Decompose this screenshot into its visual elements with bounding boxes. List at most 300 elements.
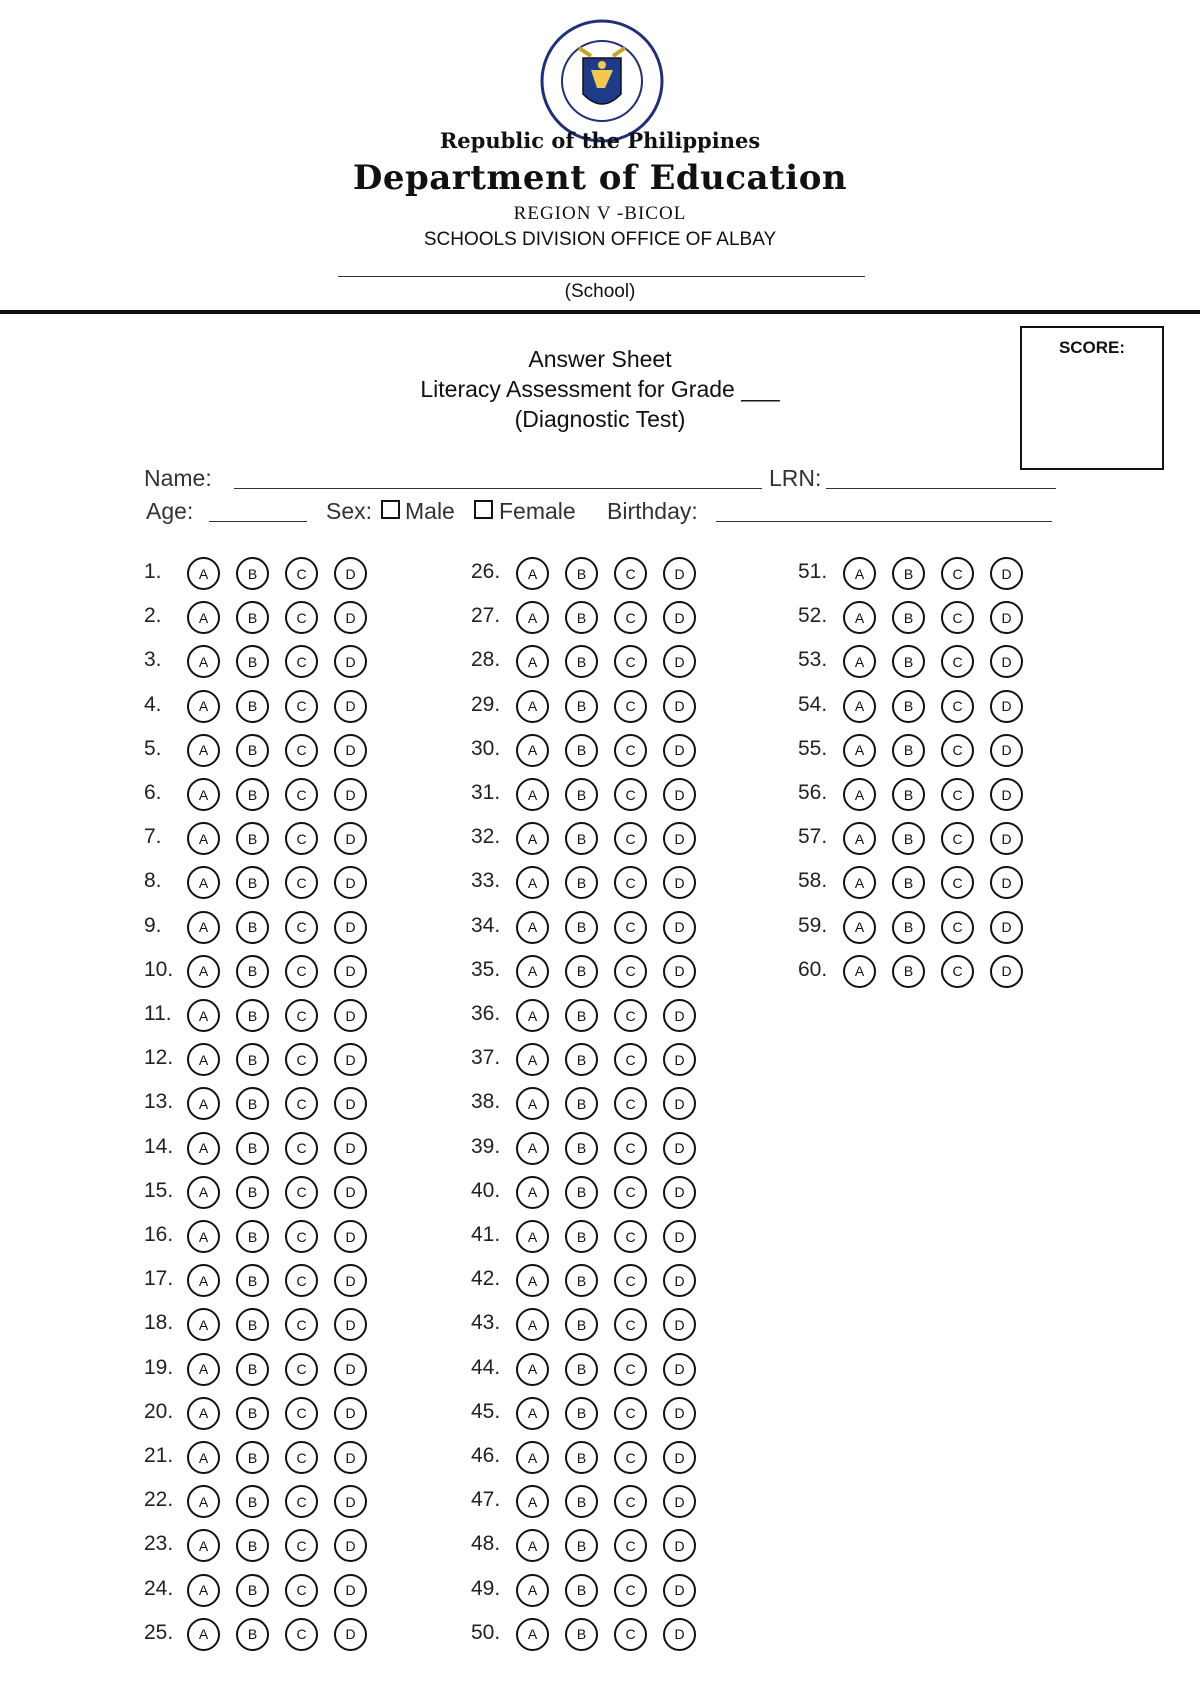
answer-bubble-c[interactable]: C <box>614 690 647 723</box>
answer-bubble-a[interactable]: A <box>187 1441 220 1474</box>
item-number: 5. <box>144 736 162 760</box>
answer-bubble-c[interactable]: C <box>614 1574 647 1607</box>
answer-bubble-c[interactable]: C <box>614 999 647 1032</box>
answer-bubble-c[interactable]: C <box>941 601 974 634</box>
answer-bubble-c[interactable]: C <box>285 734 318 767</box>
answer-bubble-b[interactable]: B <box>236 1220 269 1253</box>
answer-bubble-c[interactable]: C <box>614 1485 647 1518</box>
answer-bubble-d[interactable]: D <box>663 866 696 899</box>
answer-bubble-d[interactable]: D <box>334 955 367 988</box>
answer-bubble-c[interactable]: C <box>614 1132 647 1165</box>
answer-bubble-b[interactable]: B <box>236 734 269 767</box>
answer-bubble-d[interactable]: D <box>334 1043 367 1076</box>
answer-bubble-b[interactable]: B <box>236 1087 269 1120</box>
lrn-label: LRN: <box>769 465 822 491</box>
item-number: 10. <box>144 957 174 981</box>
answer-bubble-b[interactable]: B <box>236 1397 269 1430</box>
answer-bubble-d[interactable]: D <box>663 1574 696 1607</box>
answer-bubble-a[interactable]: A <box>843 690 876 723</box>
answer-bubble-c[interactable]: C <box>614 778 647 811</box>
answer-bubble-a[interactable]: A <box>516 690 549 723</box>
answer-bubble-c[interactable]: C <box>614 1176 647 1209</box>
answer-bubble-c[interactable]: C <box>285 999 318 1032</box>
answer-bubble-d[interactable]: D <box>663 1308 696 1341</box>
answer-bubble-a[interactable]: A <box>187 1618 220 1651</box>
item-number: 60. <box>798 957 828 981</box>
answer-bubble-a[interactable]: A <box>516 601 549 634</box>
answer-bubble-a[interactable]: A <box>516 1264 549 1297</box>
item-number: 50. <box>471 1620 501 1644</box>
answer-bubble-b[interactable]: B <box>892 955 925 988</box>
female-checkbox[interactable] <box>474 500 493 519</box>
answer-bubble-d[interactable]: D <box>334 1087 367 1120</box>
answer-bubble-b[interactable]: B <box>565 1264 598 1297</box>
item-number: 55. <box>798 736 828 760</box>
male-checkbox[interactable] <box>381 500 400 519</box>
answer-bubble-c[interactable]: C <box>614 645 647 678</box>
answer-bubble-d[interactable]: D <box>663 822 696 855</box>
answer-bubble-d[interactable]: D <box>663 1529 696 1562</box>
answer-bubble-d[interactable]: D <box>334 778 367 811</box>
answer-bubble-d[interactable]: D <box>334 1485 367 1518</box>
answer-bubble-a[interactable]: A <box>516 1308 549 1341</box>
answer-bubble-d[interactable]: D <box>663 1220 696 1253</box>
answer-bubble-d[interactable]: D <box>334 1353 367 1386</box>
answer-bubble-a[interactable]: A <box>516 1529 549 1562</box>
answer-bubble-c[interactable]: C <box>614 955 647 988</box>
answer-bubble-a[interactable]: A <box>843 955 876 988</box>
answer-bubble-a[interactable]: A <box>516 1353 549 1386</box>
answer-bubble-b[interactable]: B <box>892 911 925 944</box>
assessment-title: Literacy Assessment for Grade ___ <box>420 376 780 402</box>
item-number: 46. <box>471 1444 501 1467</box>
item-number: 23. <box>144 1532 174 1556</box>
item-number: 56. <box>798 781 828 804</box>
answer-bubble-d[interactable]: D <box>334 822 367 855</box>
answer-bubble-d[interactable]: D <box>334 911 367 944</box>
item-number: 32. <box>471 825 501 849</box>
answer-bubble-d[interactable]: D <box>990 866 1023 899</box>
birthday-field[interactable] <box>716 496 1052 522</box>
answer-bubble-b[interactable]: B <box>565 1529 598 1562</box>
answer-bubble-c[interactable]: C <box>614 601 647 634</box>
answer-bubble-a[interactable]: A <box>516 866 549 899</box>
answer-bubble-b[interactable]: B <box>236 1574 269 1607</box>
answer-bubble-a[interactable]: A <box>516 1441 549 1474</box>
test-type-title: (Diagnostic Test) <box>514 406 686 432</box>
item-number: 37. <box>471 1046 501 1070</box>
answer-bubble-b[interactable]: B <box>236 1308 269 1341</box>
answer-bubble-c[interactable]: C <box>285 1220 318 1253</box>
answer-bubble-a[interactable]: A <box>187 1529 220 1562</box>
item-number: 49. <box>471 1576 501 1600</box>
answer-bubble-b[interactable]: B <box>236 601 269 634</box>
answer-bubble-d[interactable]: D <box>990 601 1023 634</box>
answer-bubble-c[interactable]: C <box>941 778 974 811</box>
answer-bubble-b[interactable]: B <box>236 645 269 678</box>
answer-bubble-d[interactable]: D <box>663 1176 696 1209</box>
answer-bubble-b[interactable]: B <box>565 866 598 899</box>
answer-bubble-d[interactable]: D <box>990 690 1023 723</box>
answer-bubble-a[interactable]: A <box>843 601 876 634</box>
answer-bubble-d[interactable]: D <box>990 955 1023 988</box>
item-number: 20. <box>144 1399 174 1423</box>
answer-bubble-a[interactable]: A <box>516 778 549 811</box>
answer-bubble-d[interactable]: D <box>334 1308 367 1341</box>
answer-bubble-a[interactable]: A <box>516 1574 549 1607</box>
answer-bubble-d[interactable]: D <box>663 690 696 723</box>
answer-bubble-c[interactable]: C <box>614 1397 647 1430</box>
answer-bubble-b[interactable]: B <box>565 911 598 944</box>
answer-bubble-a[interactable]: A <box>187 1485 220 1518</box>
item-number: 25. <box>144 1620 174 1644</box>
answer-bubble-d[interactable]: D <box>334 557 367 590</box>
item-number: 18. <box>144 1311 174 1335</box>
answer-bubble-b[interactable]: B <box>565 1485 598 1518</box>
answer-bubble-b[interactable]: B <box>236 778 269 811</box>
answer-bubble-c[interactable]: C <box>285 1264 318 1297</box>
answer-bubble-a[interactable]: A <box>843 778 876 811</box>
answer-bubble-c[interactable]: C <box>285 645 318 678</box>
answer-bubble-c[interactable]: C <box>941 645 974 678</box>
answer-bubble-c[interactable]: C <box>285 955 318 988</box>
answer-bubble-a[interactable]: A <box>187 1397 220 1430</box>
answer-bubble-c[interactable]: C <box>285 557 318 590</box>
answer-bubble-c[interactable]: C <box>285 866 318 899</box>
answer-bubble-b[interactable]: B <box>565 1574 598 1607</box>
item-number: 53. <box>798 648 828 672</box>
answer-bubble-c[interactable]: C <box>285 822 318 855</box>
item-number: 45. <box>471 1399 501 1423</box>
answer-bubble-a[interactable]: A <box>187 1308 220 1341</box>
header-divider <box>0 310 1200 314</box>
answer-bubble-a[interactable]: A <box>516 999 549 1032</box>
answer-bubble-d[interactable]: D <box>663 1485 696 1518</box>
answer-bubble-a[interactable]: A <box>516 1176 549 1209</box>
item-number: 38. <box>471 1090 501 1114</box>
answer-bubble-d[interactable]: D <box>334 999 367 1032</box>
answer-bubble-d[interactable]: D <box>334 1441 367 1474</box>
answer-bubble-a[interactable]: A <box>187 734 220 767</box>
answer-bubble-b[interactable]: B <box>565 645 598 678</box>
item-number: 8. <box>144 869 162 893</box>
answer-bubble-c[interactable]: C <box>285 1397 318 1430</box>
answer-bubble-c[interactable]: C <box>285 1132 318 1165</box>
answer-bubble-b[interactable]: B <box>565 690 598 723</box>
answer-bubble-c[interactable]: C <box>941 734 974 767</box>
answer-bubble-c[interactable]: C <box>285 1176 318 1209</box>
answer-bubble-a[interactable]: A <box>187 866 220 899</box>
answer-bubble-d[interactable]: D <box>663 999 696 1032</box>
item-number: 34. <box>471 913 501 937</box>
age-label: Age: <box>146 498 194 524</box>
item-number: 1. <box>144 560 162 583</box>
answer-bubble-a[interactable]: A <box>516 1485 549 1518</box>
answer-bubble-b[interactable]: B <box>236 866 269 899</box>
answer-bubble-d[interactable]: D <box>990 822 1023 855</box>
answer-bubble-b[interactable]: B <box>236 557 269 590</box>
item-number: 24. <box>144 1576 174 1600</box>
answer-bubble-a[interactable]: A <box>187 1264 220 1297</box>
answer-bubble-c[interactable]: C <box>941 866 974 899</box>
item-number: 22. <box>144 1488 174 1512</box>
answer-bubble-a[interactable]: A <box>187 557 220 590</box>
answer-bubble-c[interactable]: C <box>614 1264 647 1297</box>
answer-bubble-c[interactable]: C <box>285 690 318 723</box>
answer-bubble-d[interactable]: D <box>663 601 696 634</box>
answer-bubble-b[interactable]: B <box>565 1043 598 1076</box>
answer-bubble-d[interactable]: D <box>334 1574 367 1607</box>
answer-bubble-a[interactable]: A <box>516 1132 549 1165</box>
answer-bubble-b[interactable]: B <box>236 911 269 944</box>
answer-bubble-a[interactable]: A <box>843 911 876 944</box>
answer-bubble-b[interactable]: B <box>892 645 925 678</box>
republic-title: Republic of the Philippines <box>439 128 761 153</box>
answer-bubble-c[interactable]: C <box>614 1353 647 1386</box>
answer-bubble-a[interactable]: A <box>843 822 876 855</box>
answer-bubble-b[interactable]: B <box>565 1087 598 1120</box>
answer-bubble-d[interactable]: D <box>663 911 696 944</box>
answer-bubble-a[interactable]: A <box>516 1618 549 1651</box>
answer-bubble-c[interactable]: C <box>285 1618 318 1651</box>
answer-bubble-a[interactable]: A <box>516 911 549 944</box>
answer-bubble-d[interactable]: D <box>334 1220 367 1253</box>
answer-bubble-a[interactable]: A <box>187 645 220 678</box>
answer-bubble-a[interactable]: A <box>516 734 549 767</box>
answer-bubble-d[interactable]: D <box>990 734 1023 767</box>
deped-seal-logo <box>539 18 665 144</box>
item-number: 36. <box>471 1002 501 1025</box>
answer-bubble-b[interactable]: B <box>236 1176 269 1209</box>
answer-bubble-c[interactable]: C <box>614 557 647 590</box>
answer-bubble-d[interactable]: D <box>663 1441 696 1474</box>
answer-bubble-b[interactable]: B <box>236 822 269 855</box>
item-number: 4. <box>144 692 162 716</box>
answer-bubble-b[interactable]: B <box>892 690 925 723</box>
item-number: 28. <box>471 648 501 672</box>
answer-bubble-a[interactable]: A <box>843 645 876 678</box>
answer-bubble-b[interactable]: B <box>565 1220 598 1253</box>
item-number: 21. <box>144 1444 174 1467</box>
answer-bubble-d[interactable]: D <box>990 557 1023 590</box>
answer-bubble-d[interactable]: D <box>663 1353 696 1386</box>
answer-bubble-c[interactable]: C <box>941 955 974 988</box>
answer-bubble-b[interactable]: B <box>565 1176 598 1209</box>
answer-bubble-c[interactable]: C <box>614 1220 647 1253</box>
item-number: 11. <box>144 1002 172 1025</box>
answer-bubble-a[interactable]: A <box>516 822 549 855</box>
name-field[interactable] <box>234 463 762 489</box>
answer-bubble-c[interactable]: C <box>285 1529 318 1562</box>
answer-bubble-c[interactable]: C <box>941 911 974 944</box>
answer-bubble-b[interactable]: B <box>236 690 269 723</box>
item-number: 27. <box>471 604 501 628</box>
answer-bubble-a[interactable]: A <box>187 1043 220 1076</box>
answer-bubble-c[interactable]: C <box>614 1441 647 1474</box>
score-label: SCORE: <box>1058 338 1126 357</box>
answer-bubble-b[interactable]: B <box>565 1618 598 1651</box>
item-number: 12. <box>144 1046 174 1070</box>
answer-bubble-c[interactable]: C <box>285 1308 318 1341</box>
item-number: 14. <box>144 1134 174 1158</box>
answer-bubble-d[interactable]: D <box>334 690 367 723</box>
answer-bubble-a[interactable]: A <box>187 1087 220 1120</box>
item-number: 42. <box>471 1267 501 1291</box>
item-number: 43. <box>471 1311 501 1335</box>
item-number: 39. <box>471 1134 501 1158</box>
answer-bubble-c[interactable]: C <box>614 1043 647 1076</box>
answer-bubble-c[interactable]: C <box>941 822 974 855</box>
item-number: 29. <box>471 692 501 716</box>
birthday-label: Birthday: <box>607 498 698 524</box>
answer-bubble-a[interactable]: A <box>187 1176 220 1209</box>
answer-bubble-c[interactable]: C <box>285 1043 318 1076</box>
answer-bubble-a[interactable]: A <box>516 557 549 590</box>
answer-bubble-b[interactable]: B <box>892 601 925 634</box>
answer-bubble-a[interactable]: A <box>843 734 876 767</box>
region-title: REGION V -BICOL <box>513 203 687 224</box>
answer-bubble-d[interactable]: D <box>663 645 696 678</box>
answer-bubble-b[interactable]: B <box>236 1353 269 1386</box>
answer-bubble-d[interactable]: D <box>334 1397 367 1430</box>
answer-bubble-d[interactable]: D <box>334 734 367 767</box>
answer-bubble-d[interactable]: D <box>990 778 1023 811</box>
answer-bubble-d[interactable]: D <box>663 1618 696 1651</box>
answer-bubble-a[interactable]: A <box>516 645 549 678</box>
answer-bubble-a[interactable]: A <box>187 999 220 1032</box>
item-number: 59. <box>798 913 828 937</box>
answer-bubble-b[interactable]: B <box>236 955 269 988</box>
answer-bubble-b[interactable]: B <box>565 557 598 590</box>
answer-bubble-b[interactable]: B <box>565 778 598 811</box>
answer-bubble-d[interactable]: D <box>334 645 367 678</box>
answer-bubble-c[interactable]: C <box>285 1353 318 1386</box>
answer-bubble-b[interactable]: B <box>892 822 925 855</box>
item-number: 6. <box>144 781 162 804</box>
answer-bubble-b[interactable]: B <box>892 866 925 899</box>
answer-bubble-a[interactable]: A <box>187 601 220 634</box>
school-name-line[interactable] <box>338 276 865 277</box>
item-number: 52. <box>798 604 828 628</box>
answer-bubble-d[interactable]: D <box>334 1132 367 1165</box>
answer-bubble-b[interactable]: B <box>565 999 598 1032</box>
answer-bubble-c[interactable]: C <box>614 1308 647 1341</box>
answer-bubble-c[interactable]: C <box>285 911 318 944</box>
answer-bubble-d[interactable]: D <box>334 866 367 899</box>
answer-bubble-b[interactable]: B <box>236 1043 269 1076</box>
answer-bubble-c[interactable]: C <box>285 1441 318 1474</box>
answer-bubble-b[interactable]: B <box>565 1308 598 1341</box>
answer-bubble-b[interactable]: B <box>565 734 598 767</box>
answer-bubble-a[interactable]: A <box>187 955 220 988</box>
answer-bubble-b[interactable]: B <box>236 1264 269 1297</box>
answer-bubble-b[interactable]: B <box>236 1618 269 1651</box>
answer-bubble-c[interactable]: C <box>614 1618 647 1651</box>
answer-bubble-a[interactable]: A <box>187 911 220 944</box>
answer-bubble-a[interactable]: A <box>516 1220 549 1253</box>
answer-bubble-b[interactable]: B <box>236 1485 269 1518</box>
lrn-field[interactable] <box>826 463 1056 489</box>
age-field[interactable] <box>209 496 307 522</box>
answer-bubble-a[interactable]: A <box>516 1087 549 1120</box>
answer-bubble-a[interactable]: A <box>187 1132 220 1165</box>
answer-bubble-a[interactable]: A <box>187 1574 220 1607</box>
answer-bubble-c[interactable]: C <box>285 601 318 634</box>
answer-bubble-b[interactable]: B <box>565 1353 598 1386</box>
answer-bubble-c[interactable]: C <box>614 866 647 899</box>
answer-bubble-d[interactable]: D <box>990 911 1023 944</box>
answer-bubble-d[interactable]: D <box>663 778 696 811</box>
item-number: 15. <box>144 1178 174 1202</box>
answer-bubble-b[interactable]: B <box>236 1441 269 1474</box>
answer-bubble-a[interactable]: A <box>843 866 876 899</box>
answer-bubble-c[interactable]: C <box>614 911 647 944</box>
answer-bubble-a[interactable]: A <box>187 822 220 855</box>
answer-bubble-b[interactable]: B <box>565 822 598 855</box>
answer-bubble-c[interactable]: C <box>614 1529 647 1562</box>
answer-bubble-d[interactable]: D <box>663 557 696 590</box>
answer-bubble-d[interactable]: D <box>663 1043 696 1076</box>
answer-bubble-c[interactable]: C <box>614 734 647 767</box>
answer-bubble-b[interactable]: B <box>236 1529 269 1562</box>
answer-bubble-a[interactable]: A <box>516 1397 549 1430</box>
answer-bubble-c[interactable]: C <box>941 690 974 723</box>
answer-bubble-d[interactable]: D <box>990 645 1023 678</box>
item-number: 48. <box>471 1532 501 1556</box>
answer-bubble-d[interactable]: D <box>663 1087 696 1120</box>
answer-bubble-d[interactable]: D <box>663 734 696 767</box>
answer-bubble-d[interactable]: D <box>663 955 696 988</box>
answer-bubble-b[interactable]: B <box>892 557 925 590</box>
item-number: 7. <box>144 825 162 849</box>
answer-bubble-c[interactable]: C <box>285 1087 318 1120</box>
answer-bubble-b[interactable]: B <box>236 999 269 1032</box>
answer-bubble-d[interactable]: D <box>334 601 367 634</box>
answer-bubble-c[interactable]: C <box>614 1087 647 1120</box>
answer-bubble-d[interactable]: D <box>663 1397 696 1430</box>
answer-bubble-a[interactable]: A <box>516 1043 549 1076</box>
answer-bubble-b[interactable]: B <box>565 1441 598 1474</box>
answer-bubble-b[interactable]: B <box>565 1397 598 1430</box>
answer-bubble-d[interactable]: D <box>334 1176 367 1209</box>
answer-bubble-d[interactable]: D <box>663 1132 696 1165</box>
answer-bubble-b[interactable]: B <box>892 734 925 767</box>
answer-bubble-c[interactable]: C <box>285 1485 318 1518</box>
answer-bubble-a[interactable]: A <box>187 690 220 723</box>
answer-bubble-b[interactable]: B <box>565 955 598 988</box>
answer-bubble-c[interactable]: C <box>614 822 647 855</box>
answer-bubble-b[interactable]: B <box>892 778 925 811</box>
answer-bubble-b[interactable]: B <box>236 1132 269 1165</box>
male-label: Male <box>405 498 455 524</box>
answer-bubble-b[interactable]: B <box>565 601 598 634</box>
answer-bubble-b[interactable]: B <box>565 1132 598 1165</box>
answer-bubble-c[interactable]: C <box>285 778 318 811</box>
answer-bubble-a[interactable]: A <box>843 557 876 590</box>
item-number: 16. <box>144 1223 174 1246</box>
item-number: 58. <box>798 869 828 893</box>
answer-bubble-c[interactable]: C <box>285 1574 318 1607</box>
answer-bubble-d[interactable]: D <box>334 1618 367 1651</box>
answer-bubble-d[interactable]: D <box>334 1529 367 1562</box>
answer-bubble-c[interactable]: C <box>941 557 974 590</box>
answer-bubble-a[interactable]: A <box>187 1220 220 1253</box>
answer-bubble-a[interactable]: A <box>187 778 220 811</box>
answer-bubble-a[interactable]: A <box>516 955 549 988</box>
answer-bubble-a[interactable]: A <box>187 1353 220 1386</box>
answer-bubble-d[interactable]: D <box>663 1264 696 1297</box>
answer-bubble-d[interactable]: D <box>334 1264 367 1297</box>
